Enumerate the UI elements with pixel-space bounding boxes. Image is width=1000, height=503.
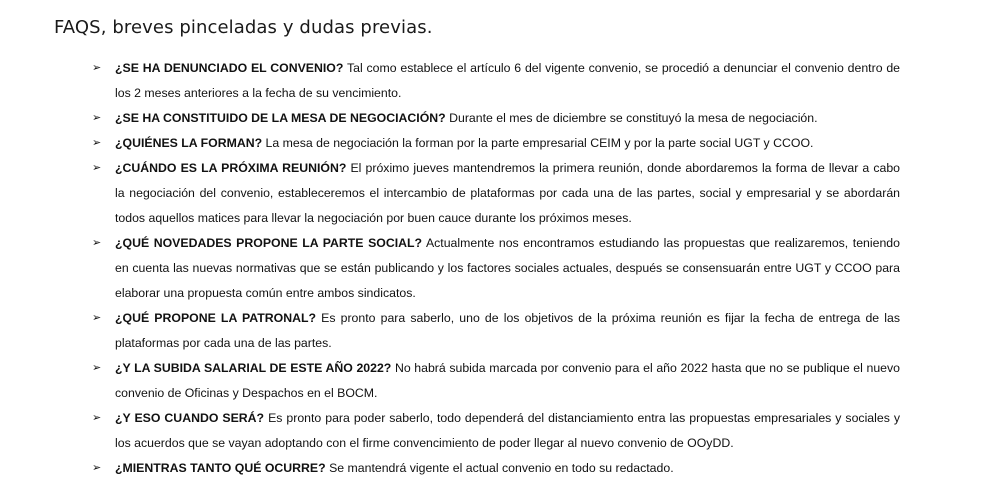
- arrow-bullet-icon: ➢: [92, 237, 102, 249]
- arrow-bullet-icon: ➢: [92, 137, 102, 149]
- page-title: FAQS, breves pinceladas y dudas previas.: [54, 17, 433, 38]
- faq-question: ¿CUÁNDO ES LA PRÓXIMA REUNIÓN?: [115, 161, 347, 175]
- faq-item: [92, 231, 900, 306]
- faq-answer: La mesa de negociación la forman por la parte empresarial CEIM y por la parte social UGT y CCOO.: [265, 136, 814, 150]
- faq-question: ¿Y ESO CUANDO SERÁ?: [115, 411, 265, 425]
- faq-answer: El próximo jueves mantendremos la primera reunión, donde abordaremos la forma de llevar a cabo la negociación del convenio, estableceremos el intercambio de plataformas por cada una de las partes, social y empresarial y se abordarán todos aquellos matices para llevar la negociación por buen cauce durante los próximos meses.: [115, 161, 901, 225]
- faq-item: [92, 56, 901, 106]
- arrow-bullet-icon: ➢: [92, 112, 102, 124]
- faq-answer: Actualmente nos encontramos estudiando las propuestas que realizaremos, teniendo en cuenta las nuevas normativas que se están publicando y los factores sociales actuales, después se consensuarán entre UGT y CCOO para elaborar una propuesta común entre ambos sindicatos.: [115, 236, 900, 300]
- faq-item: [92, 406, 900, 456]
- faq-question: ¿MIENTRAS TANTO QUÉ OCURRE?: [115, 461, 326, 475]
- faq-list: [92, 56, 901, 481]
- faq-item: [92, 356, 900, 406]
- faq-item: [92, 306, 900, 356]
- faq-question: ¿SE HA CONSTITUIDO DE LA MESA DE NEGOCIACIÓN?: [115, 111, 446, 125]
- faq-item: [92, 156, 901, 231]
- faq-answer: Durante el mes de diciembre se constituyó la mesa de negociación.: [449, 111, 818, 125]
- faq-answer: Se mantendrá vigente el actual convenio en todo su redactado.: [329, 461, 674, 475]
- faq-question: ¿QUIÉNES LA FORMAN?: [115, 136, 263, 150]
- faq-answer: Tal como establece el artículo 6 del vigente convenio, se procedió a denunciar el convenio dentro de los 2 meses anteriores a la fecha de su vencimiento.: [115, 61, 901, 100]
- arrow-bullet-icon: ➢: [92, 462, 102, 474]
- arrow-bullet-icon: ➢: [92, 412, 102, 424]
- faq-question: ¿QUÉ NOVEDADES PROPONE LA PARTE SOCIAL?: [115, 236, 423, 250]
- faq-answer: Es pronto para saberlo, uno de los objetivos de la próxima reunión es fijar la fecha de entrega de las plataformas por cada una de las partes.: [115, 311, 900, 350]
- faq-question: ¿SE HA DENUNCIADO EL CONVENIO?: [115, 61, 344, 75]
- faq-answer: No habrá subida marcada por convenio para el año 2022 hasta que no se publique el nuevo convenio de Oficinas y Despachos en el BOCM.: [115, 361, 900, 400]
- arrow-bullet-icon: ➢: [92, 312, 102, 324]
- faq-item: [92, 106, 900, 131]
- faq-item: [92, 456, 900, 481]
- arrow-bullet-icon: ➢: [92, 62, 102, 74]
- faq-item: [92, 131, 900, 156]
- faq-question: ¿Y LA SUBIDA SALARIAL DE ESTE AÑO 2022?: [115, 361, 392, 375]
- faq-answer: Es pronto para poder saberlo, todo dependerá del distanciamiento entra las propuestas empresariales y sociales y los acuerdos que se vayan adoptando con el firme convencimiento de poder llegar al nuevo convenio de OOyDD.: [115, 411, 900, 450]
- arrow-bullet-icon: ➢: [92, 362, 102, 374]
- arrow-bullet-icon: ➢: [92, 162, 102, 174]
- faq-question: ¿QUÉ PROPONE LA PATRONAL?: [115, 311, 316, 325]
